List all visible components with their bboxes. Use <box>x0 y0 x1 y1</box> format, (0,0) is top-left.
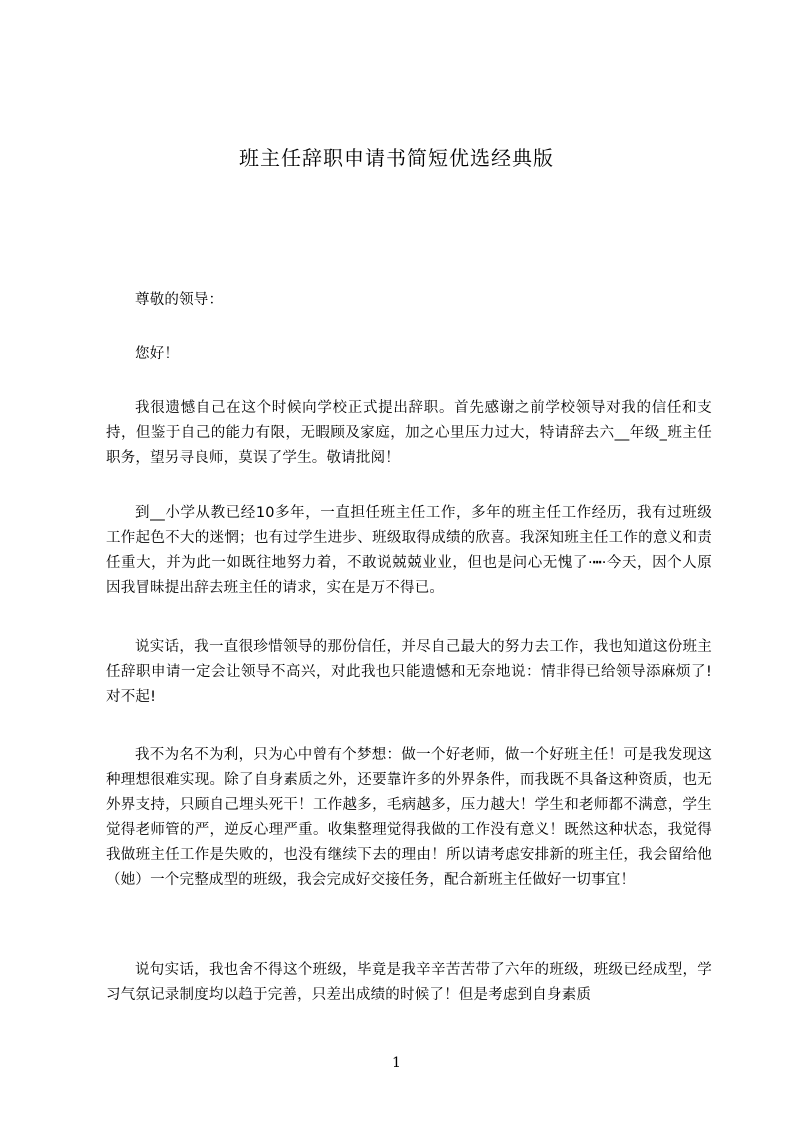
salutation <box>106 288 712 313</box>
page-number: 1 <box>392 1055 401 1071</box>
paragraph-text: 说实话，我一直很珍惜领导的那份信任，并尽自己最大的努力去工作，我也知道这份班主任辞职申请一定会让领导不高兴，对此我也只能遗憾和无奈地说：情非得已给领导添麻烦了!对不起! <box>106 639 712 705</box>
paragraph-4 <box>106 743 712 893</box>
paragraph-2 <box>106 501 712 601</box>
paragraph-5 <box>106 958 712 1008</box>
paragraph-text: 说句实话，我也舍不得这个班级，毕竟是我辛辛苦苦带了六年的班级，班级已经成型，学习气氛记录制度均以趋于完善，只差出成绩的时候了！但是考虑到自身素质 <box>106 962 712 1003</box>
greeting <box>106 342 712 367</box>
greeting-text: 您好！ <box>135 346 180 362</box>
paragraph-text: 到__小学从教已经10多年，一直担任班主任工作，多年的班主任工作经历，我有过班级工作起色不大的迷惘；也有过学生进步、班级取得成绩的欣喜。我深知班主任工作的意义和责任重大，并为此一如既往地努力着，不敢说兢兢业业，但也是问心无愧了·┅·今天，因个人原因我冒昧提出辞去班主任的请求，实在是万不得已。 <box>106 505 712 596</box>
document-title: 班主任辞职申请书简短优选经典版 <box>239 146 554 170</box>
paragraph-text: 我不为名不为利，只为心中曾有个梦想：做一个好老师，做一个好班主任！可是我发现这种理想很难实现。除了自身素质之外，还要靠许多的外界条件，而我既不具备这种资质，也无外界支持，只顾自己埋头死干！工作越多，毛病越多，压力越大！学生和老师都不满意，学生觉得老师管的严，逆反心理严重。收集整理觉得我做的工作没有意义！既然这种状态，我觉得我做班主任工作是失败的，也没有继续下去的理由！所以请考虑安排新的班主任，我会留给他（她）一个完整成型的班级，我会完成好交接任务，配合新班主任做好一切事宜！ <box>106 747 712 888</box>
paragraph-text: 我很遗憾自己在这个时候向学校正式提出辞职。首先感谢之前学校领导对我的信任和支持，但鉴于自己的能力有限，无暇顾及家庭，加之心里压力过大，特请辞去六__年级_班主任职务，望另寻良师，莫误了学生。敬请批阅！ <box>106 400 712 466</box>
salutation-text: 尊敬的领导： <box>135 292 224 308</box>
paragraph-3 <box>106 635 712 710</box>
paragraph-1 <box>106 396 712 471</box>
